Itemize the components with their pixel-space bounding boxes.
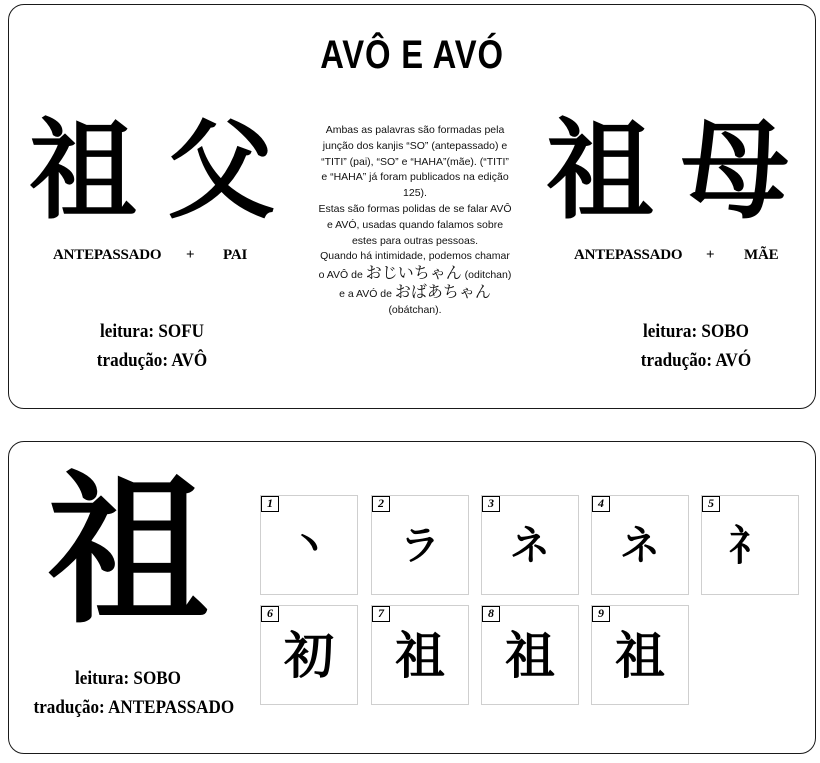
top-card (8, 4, 816, 409)
label-antepassado-left: ANTEPASSADO (53, 247, 162, 263)
kanji-haha: 母 (681, 108, 790, 234)
stroke-number: 2 (372, 496, 390, 512)
stroke-glyph: ラ (400, 522, 440, 569)
stroke-number: 7 (372, 606, 390, 622)
page-title: AVÔ E AVÓ (320, 33, 504, 77)
obaachan-text: おばあちゃん (394, 281, 491, 301)
translation-avo-f: tradução: AVÓ (640, 350, 752, 371)
stroke-glyph: 祖 (505, 626, 555, 685)
stroke-glyph: 丶 (289, 522, 329, 569)
explanation-paragraph-2: Estas são formas polidas de se falar AVÔ e AVÓ, usadas quando falamos sobre estes para outras pessoas. (318, 202, 512, 247)
reading-sobo-block (611, 317, 782, 375)
stroke-glyph: 祖 (615, 626, 665, 685)
stroke-number: 1 (261, 496, 279, 512)
stroke-step-8 (481, 605, 579, 705)
label-plus-left: + (186, 247, 195, 263)
kanji-so-large: 祖 (47, 456, 209, 646)
label-mae: MÃE (744, 247, 779, 263)
stroke-number: 3 (482, 496, 500, 512)
reading-sofu: leitura: SOFU (99, 321, 205, 342)
translation-avo: tradução: AVÔ (96, 350, 208, 371)
stroke-glyph: ネ (620, 522, 660, 569)
translation-antepassado: tradução: ANTEPASSADO (33, 697, 235, 718)
stroke-number: 4 (592, 496, 610, 512)
stroke-step-4 (591, 495, 689, 595)
stroke-step-9 (591, 605, 689, 705)
kanji-so-right: 祖 (546, 108, 655, 234)
kanji-titi: 父 (167, 108, 276, 234)
bottom-card (8, 441, 816, 754)
label-pai: PAI (223, 247, 248, 263)
stroke-number: 9 (592, 606, 610, 622)
stroke-number: 8 (482, 606, 500, 622)
stroke-glyph: 祖 (395, 626, 445, 685)
reading-bottom-block (33, 664, 235, 722)
stroke-step-2 (371, 495, 469, 595)
stroke-step-1 (260, 495, 358, 595)
label-plus-right: + (706, 247, 715, 263)
stroke-glyph: 初 (284, 626, 334, 685)
reading-sobo: leitura: SOBO (643, 321, 749, 342)
stroke-step-6 (260, 605, 358, 705)
stroke-glyph: ネ (510, 522, 550, 569)
stroke-glyph: 礻 (728, 521, 771, 570)
stroke-step-5 (701, 495, 799, 595)
label-antepassado-right: ANTEPASSADO (574, 247, 683, 263)
stroke-step-3 (481, 495, 579, 595)
ojiichan-text: おじいちゃん (365, 263, 462, 283)
explanation-paragraph-1: Ambas as palavras são formadas pela junção dos kanjis “SO” (antepassado) e “TITI” (pai), “SO” e “HAHA”(mãe). (“TITI” e “HAHA” já foram publicados na edição 125). (321, 124, 509, 200)
stroke-step-7 (371, 605, 469, 705)
kanji-so: 祖 (29, 108, 138, 234)
reading-bottom: leitura: SOBO (75, 668, 181, 689)
stroke-number: 6 (261, 606, 279, 622)
explanation-paragraph-3: Quando há intimidade, podemos chamar o AVÔ de おじいちゃん (oditchan) e a AVÓ de おばあちゃん (obátchan). (318, 250, 512, 316)
stroke-number: 5 (702, 496, 720, 512)
explanation-text (317, 123, 513, 319)
reading-sofu-block (67, 317, 238, 375)
